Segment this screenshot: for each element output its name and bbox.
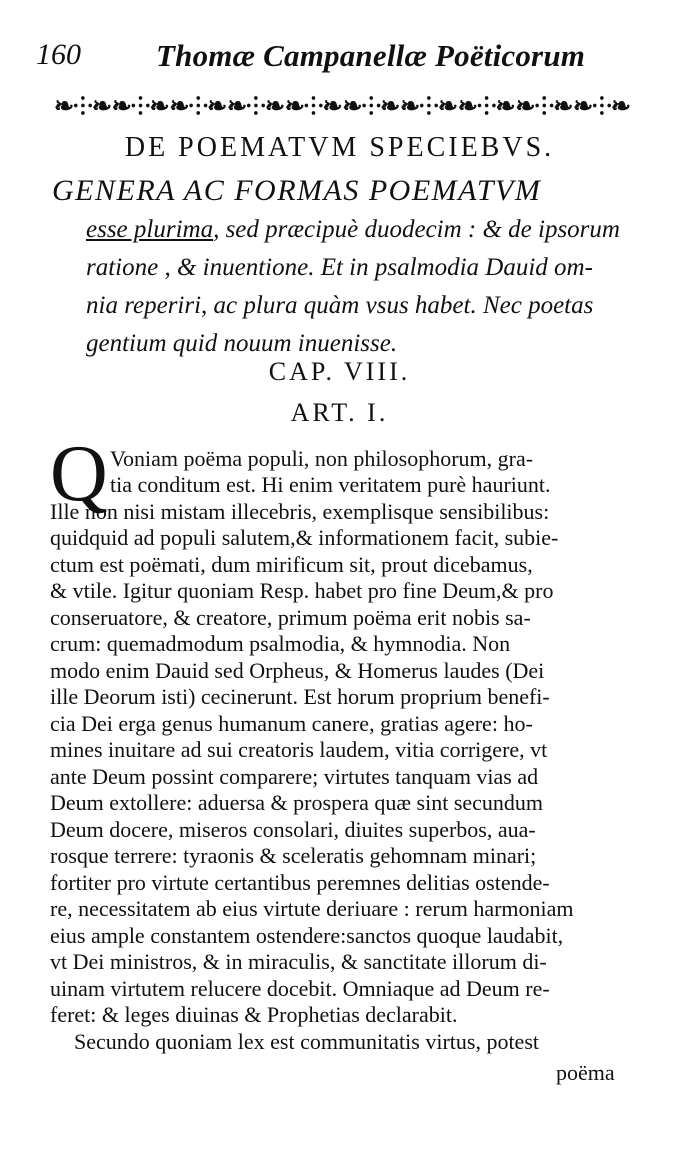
chapter-heading: CAP. VIII. bbox=[268, 357, 411, 386]
body-line: eius ample constantem ostendere:sanctos quoque laudabit, bbox=[50, 923, 564, 948]
body-line: crum: quemadmodum psalmodia, & hymnodia. Non bbox=[50, 631, 511, 656]
catchword: poëma bbox=[556, 1060, 615, 1085]
body-line: rosque terrere: tyraonis & sceleratis gehomnam minari; bbox=[50, 843, 537, 868]
ornament-glyph: ❧⸭❧ bbox=[515, 93, 573, 120]
running-title: Thomæ Campanellæ Poëticorum bbox=[156, 38, 586, 73]
body-line: Secundo quoniam lex est communitatis virtus, potest bbox=[74, 1029, 539, 1054]
section-title: DE POEMATVM SPECIEBVS. bbox=[124, 132, 555, 163]
ornament-glyph: ❧⸭❧ bbox=[111, 93, 169, 120]
body-line: feret: & leges diuinas & Prophetias declarabit. bbox=[50, 1002, 458, 1027]
body-line: ille Deorum isti) cecinerunt. Est horum proprium benefi- bbox=[50, 684, 550, 709]
body-line: re, necessitatem ab eius virtute deriuare : rerum harmoniam bbox=[50, 896, 574, 921]
underlined-phrase: esse plurima bbox=[86, 216, 214, 243]
page-number: 160 bbox=[36, 38, 81, 71]
body-line: cia Dei erga genus humanum canere, gratias agere: ho- bbox=[50, 711, 533, 736]
ornament-band bbox=[54, 88, 630, 122]
body-line: Deum docere, miseros consolari, diuites superbos, aua- bbox=[50, 817, 536, 842]
summary-line: GENERA AC FORMAS POEMATVM bbox=[52, 174, 542, 207]
summary-line: gentium quid nouum inuenisse. bbox=[86, 330, 398, 357]
summary-text: , sed præcipuè duodecim : & de ipsorum bbox=[213, 216, 620, 243]
summary-line bbox=[86, 216, 620, 244]
body-line: tia conditum est. Hi enim veritatem purè hauriunt. bbox=[110, 472, 551, 497]
ornament-glyph: ❧⸭❧ bbox=[54, 93, 111, 120]
ornament-glyph: ❧⸭❧ bbox=[169, 93, 227, 120]
body-line: quidquid ad populi salutem,& informationem facit, subie- bbox=[50, 525, 559, 550]
body-line: Deum extollere: aduersa & prospera quæ sint secundum bbox=[50, 790, 544, 815]
body-line: Ille non nisi mistam illecebris, exemplisque sensibilibus: bbox=[50, 499, 550, 524]
ornament-glyph: ❧⸭❧ bbox=[400, 93, 457, 120]
drop-cap: Q bbox=[50, 430, 108, 518]
running-header bbox=[36, 38, 636, 78]
body-line: vt Dei ministros, & in miraculis, & sanctitate illorum di- bbox=[50, 949, 547, 974]
summary-line: ratione , & inuentione. Et in psalmodia Dauid om- bbox=[86, 254, 593, 281]
body-line: & vtile. Igitur quoniam Resp. habet pro fine Deum,& pro bbox=[50, 578, 554, 603]
body-line: Voniam poëma populi, non philosophorum, gra- bbox=[110, 446, 534, 471]
body-line: ctum est poëmati, dum mirificum sit, prout dicebamus, bbox=[50, 552, 533, 577]
ornament-glyph: ❧⸭❧ bbox=[573, 93, 630, 120]
body-line: uinam virtutem relucere docebit. Omniaque ad Deum re- bbox=[50, 976, 550, 1001]
body-line: modo enim Dauid sed Orpheus, & Homerus laudes (Dei bbox=[50, 658, 545, 683]
article-heading: ART. I. bbox=[290, 398, 389, 427]
body-line: mines inuitare ad sui creatoris laudem, vitia corrigere, vt bbox=[50, 737, 548, 762]
body-line: ante Deum possint comparere; virtutes tanquam vias ad bbox=[50, 764, 539, 789]
body-line: conseruatore, & creatore, primum poëma erit nobis sa- bbox=[50, 605, 531, 630]
ornament-glyph: ❧⸭❧ bbox=[457, 93, 515, 120]
body-line: fortiter pro virtute certantibus peremnes delitias ostende- bbox=[50, 870, 550, 895]
summary-line: nia reperiri, ac plura quàm vsus habet. Nec poetas bbox=[86, 292, 594, 319]
ornament-glyph: ❧⸭❧ bbox=[227, 93, 284, 120]
ornament-glyph: ❧⸭❧ bbox=[342, 93, 400, 120]
ornament-glyph: ❧⸭❧ bbox=[284, 93, 342, 120]
